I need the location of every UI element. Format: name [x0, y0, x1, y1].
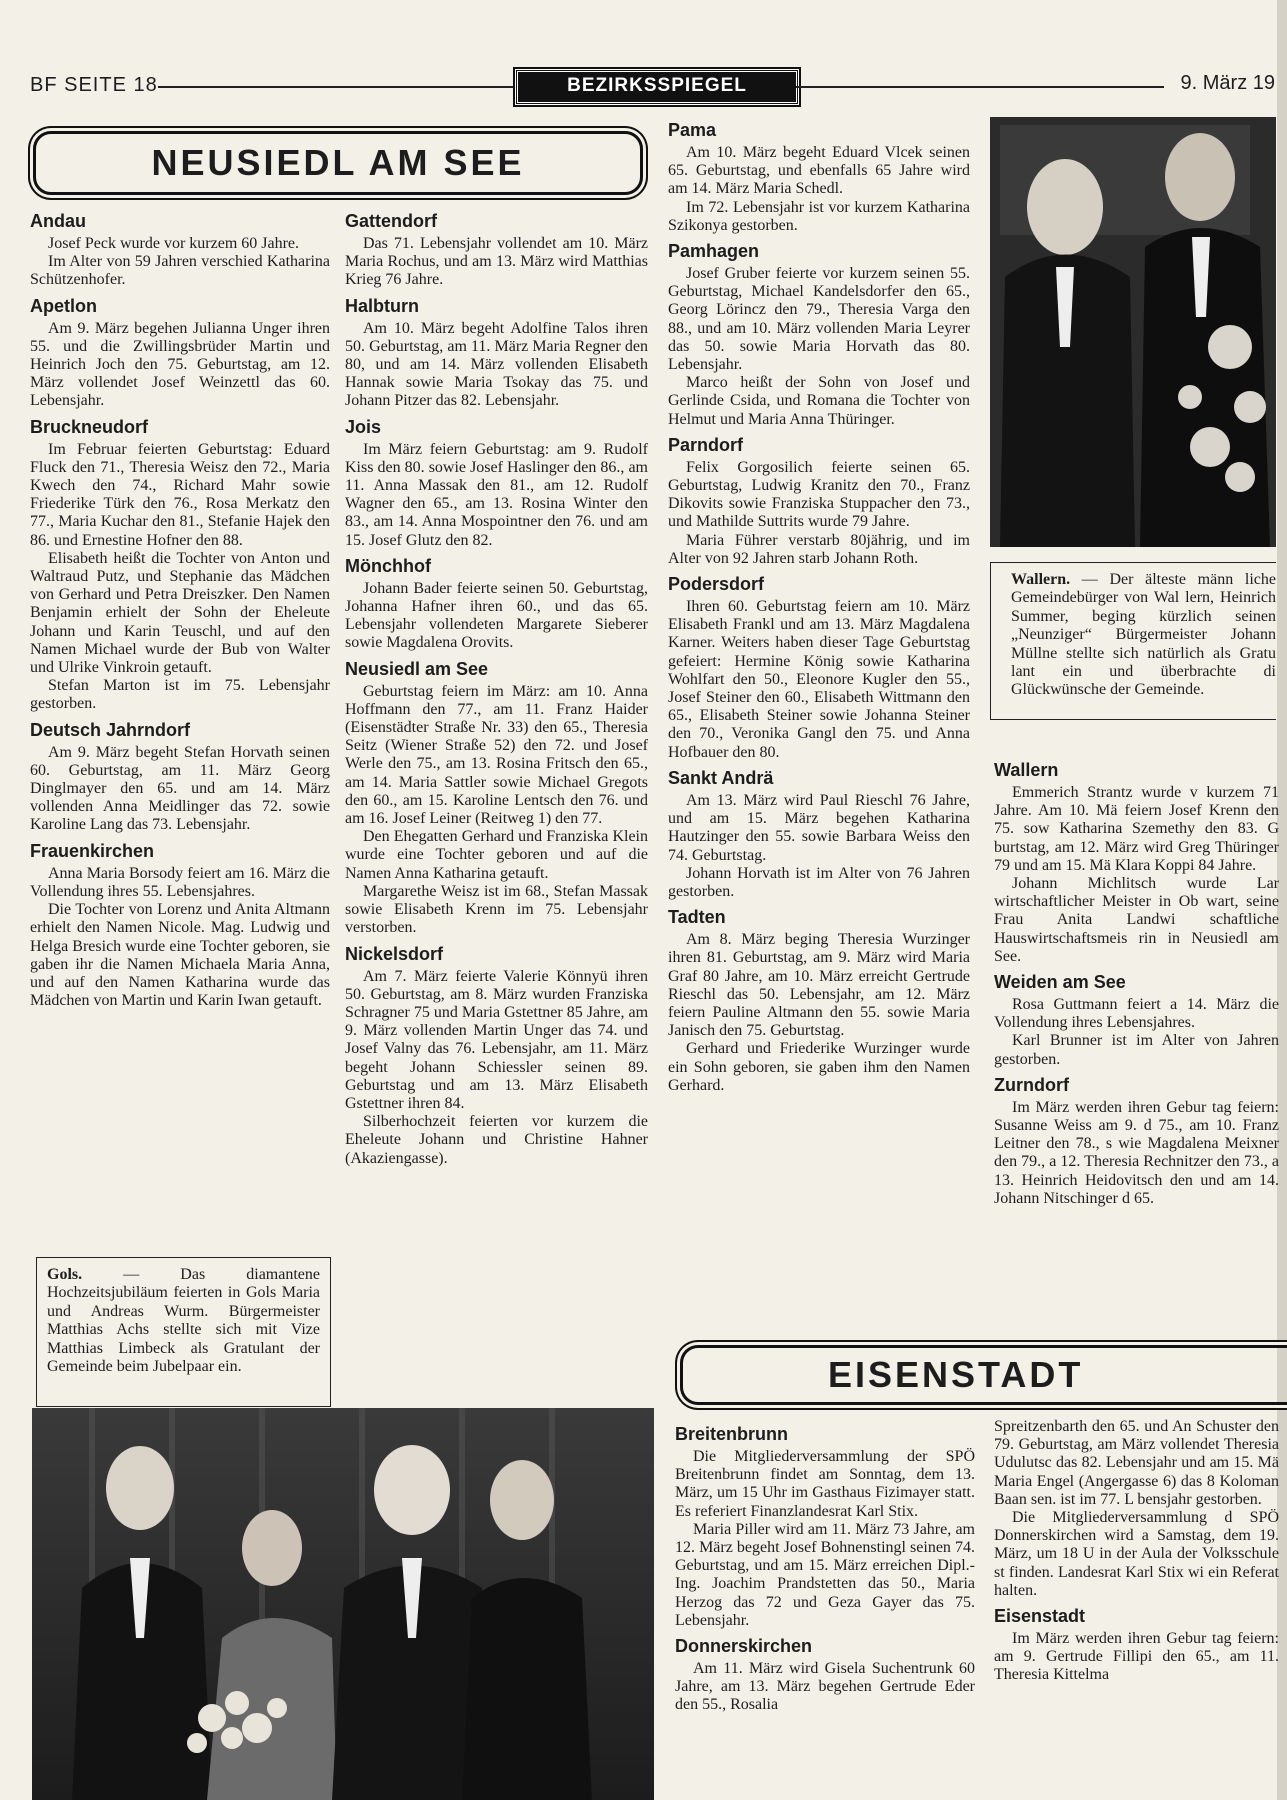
article-heading: Donnerskirchen — [675, 1636, 813, 1657]
column-1 — [30, 205, 330, 1010]
article-heading: Apetlon — [30, 295, 97, 316]
section-title-2: EISENSTADT — [828, 1354, 1084, 1395]
article-paragraph: Spreitzenbarth den 65. und An Schuster den 79. Geburtstag, am März vollendet Theresia Udulutsc das 82. Lebensjahr und am 15. Mä Maria Engel (Angergasse 6) das 8 Koloman Baan sen. ist im 77. L bensjahr gestorben. — [994, 1418, 1279, 1508]
article-paragraph: Rosa Guttmann feiert a 14. März die Vollendung ihres Lebensjahres. — [994, 996, 1279, 1032]
article-paragraph: Anna Maria Borsody feiert am 16. März die Vollendung ihres 55. Lebensjahres. — [30, 864, 330, 900]
article-paragraph: Im März werden ihren Gebur tag feiern: am 9. Gertrude Fillipi den 65., am 11. Theresia Kittelma — [994, 1630, 1279, 1684]
section-title-box — [33, 131, 643, 195]
article-paragraph: Emmerich Strantz wurde v kurzem 71 Jahre. Am 10. Mä feiern Josef Krenn den 75. sow Katharina Szemethy den 83. G burtstag, am 12. März wird Greg Thüringer 79 und am 15. Mä Klara Koppi 84 Jahre. — [994, 784, 1279, 874]
article-paragraph: Die Mitgliederversammlung der SPÖ Breitenbrunn findet am Sonntag, dem 13. März, um 15 Uhr im Gasthaus Fizimayer statt. Es referiert Finanzlandesrat Karl Stix. — [675, 1448, 975, 1520]
article-heading: Deutsch Jahrndorf — [30, 719, 191, 740]
article-heading: Sankt Andrä — [668, 767, 774, 788]
column-6 — [994, 1418, 1279, 1685]
article-heading: Zurndorf — [994, 1074, 1069, 1095]
article-paragraph: Johann Horvath ist im Alter von 76 Jahren gestorben. — [668, 864, 970, 900]
article-paragraph: Im Februar feierten Geburtstag: Eduard Fluck den 71., Theresia Weisz den 72., Maria Kwech den 74., Richard Mahr sowie Friederike Türk den 76., Rosa Merkatz den 77., Maria Kuchar den 81., Stefanie Hajek den 86. und Ernestine Hofner den 88. — [30, 440, 330, 549]
article-paragraph: Ihren 60. Geburtstag feiern am 10. März Elisabeth Frankl und am 13. März Magdalena Karner. Weiters haben dieser Tage Geburtstag gefeiert: Hermine König sowie Katharina Wohlfart den 50., Eleonore Kugler den 55., Josef Steiner den 60., Elisabeth Wittmann den 65., Elisabeth Steiner sowie Johanna Steiner den 70., Veronika Gangl den 75. und Anna Hofbauer den 80. — [668, 598, 970, 761]
gols-photo — [32, 1408, 654, 1800]
article-paragraph: Marco heißt der Sohn von Josef und Gerlinde Csida, und Romana die Tochter von Helmut und Maria Anna Thüringer. — [668, 374, 970, 428]
header-rule-right — [796, 86, 1164, 88]
header-rule-left — [158, 86, 513, 88]
article-paragraph: Die Mitgliederversammlung d SPÖ Donnerskirchen wird a Samstag, dem 19. März, um 18 U in der Aula der Volksschule st finden. Landesrat Karl Stix wi ein Referat halten. — [994, 1509, 1279, 1599]
article-paragraph: Silberhochzeit feierten vor kurzem die Eheleute Johann und Christine Hahner (Akaziengasse). — [345, 1113, 648, 1167]
article-paragraph: Am 10. März begeht Eduard Vlcek seinen 65. Geburtstag, und ebenfalls 65 Jahre wird am 14. März Maria Schedl. — [668, 144, 970, 198]
article-paragraph: Josef Gruber feierte vor kurzem seinen 55. Geburtstag, Michael Kandelsdorfer den 65., Georg Lörincz den 79., Theresia Varga den 88., und am 10. März vollenden Maria Leyrer das 50. sowie Maria Horvath das 80. Lebensjahr. — [668, 265, 970, 374]
wallern-photo — [990, 117, 1276, 547]
gols-photo-image — [32, 1408, 654, 1800]
wallern-caption — [990, 562, 1276, 720]
article-paragraph: Felix Gorgosilich feierte seinen 65. Geburtstag, Ludwig Kranitz den 70., Franz Dikovits sowie Franziska Stuppacher den 73., und Mathilde Suttrits wurde 79 Jahre. — [668, 458, 970, 531]
article-paragraph: Geburtstag feiern im März: am 10. Anna Hoffmann den 77., am 11. Franz Haider (Eisenstädter Straße Nr. 33) den 65., Theresia Seitz (Wiener Straße 52) den 72. und Josef Werle den 75., am 13. Rosina Fritsch den 65., am 14. Maria Sattler sowie Michael Gregots den 60., am 15. Karoline Lentsch den 76. und am 16. Josef Leiner (Reitweg 1) den 77. — [345, 682, 648, 828]
article-paragraph: Am 8. März beging Theresia Wurzinger ihren 81. Geburtstag, am 9. März wird Maria Graf 80 Jahre, am 10. März erreicht Gertrude Rieschl das 50. Lebensjahr, am 12. März feiern Pauline Altmann den 55. sowie Maria Janisch den 75. Geburtstag. — [668, 931, 970, 1040]
article-paragraph: Am 7. März feierte Valerie Könnyü ihren 50. Geburtstag, am 8. März wurden Franziska Schragner 75 und Maria Gstettner 85 Jahre, am 9. März vollenden Martin Unger das 74. und Josef Valny das 76. Lebensjahr, am 11. März begeht Johann Schiessler seinen 89. Geburtstag und am 13. März Elisabeth Gstettner ihren 84. — [345, 967, 649, 1112]
article-paragraph: Margarethe Weisz ist im 68., Stefan Massak sowie Elisabeth Krenn im 75. Lebensjahr verstorben. — [345, 882, 648, 937]
article-paragraph: Am 10. März begeht Adolfine Talos ihren 50. Geburtstag, am 11. März Maria Regner den 80, und am 14. März vollenden Elisabeth Hannak sowie Maria Tsokay das 75. und Johann Pitzer das 82. Lebensjahr. — [345, 319, 648, 410]
article-heading: Parndorf — [668, 434, 744, 455]
article-heading: Pamhagen — [668, 241, 760, 262]
section-title-box-2 — [680, 1345, 1287, 1405]
article-paragraph: Johann Bader feierte seinen 50. Geburtstag, Johanna Hafner ihren 60., und das 65. Lebensjahr vollendeten Margarete Sieberer sowie Magdalena Orovits. — [345, 579, 648, 652]
column-3 — [668, 114, 970, 1095]
article-heading: Mönchhof — [345, 555, 431, 576]
wallern-caption-lead: Wallern. — [1011, 571, 1071, 588]
article-heading: Nickelsdorf — [345, 943, 444, 964]
page-number: BF SEITE 18 — [30, 74, 158, 96]
article-paragraph: Gerhard und Friederike Wurzinger wurde ein Sohn geboren, sie gaben ihm den Namen Gerhard. — [668, 1040, 970, 1094]
section-badge: BEZIRKSSPIEGEL — [515, 69, 799, 105]
gols-caption-lead: Gols. — [47, 1266, 83, 1283]
article-paragraph: Im März feiern Geburtstag: am 9. Rudolf Kiss den 80. sowie Josef Haslinger den 86., am 11. Anna Massak den 81., am 12. Rudolf Wagner den 65., am 13. Rosina Winter den 83., am 14. Anna Mospointner den 76. und am 15. Josef Glutz den 82. — [345, 440, 648, 549]
issue-date: 9. März 19 — [1180, 72, 1275, 94]
column-5 — [675, 1418, 975, 1715]
article-heading: Breitenbrunn — [675, 1424, 789, 1444]
column-2 — [345, 205, 648, 1168]
article-paragraph: Maria Piller wird am 11. März 73 Jahre, am 12. März begeht Josef Bohnenstingl seinen 74. Geburtstag, und am 15. März erreichen Dipl.-Ing. Joachim Prandstetten das 50., Maria Herzog das 72 und Geza Gayer das 75. Lebensjahr. — [675, 1520, 975, 1629]
article-paragraph: Karl Brunner ist im Alter von Jahren gestorben. — [994, 1032, 1279, 1068]
article-paragraph: Am 9. März begehen Julianna Unger ihren 55. und die Zwillingsbrüder Martin und Heinrich Joch den 75. Geburtstag, am 12. März vollendet Josef Weinzettl das 60. Lebensjahr. — [30, 319, 330, 410]
article-heading: Wallern — [994, 760, 1059, 780]
article-paragraph: Josef Peck wurde vor kurzem 60 Jahre. — [48, 235, 300, 252]
article-paragraph: Johann Michlitsch wurde Lar wirtschaftlicher Meister in Ob wart, seine Frau Anita Landwi schaftliche Hauswirtschaftsmeis rin in Neusiedl am See. — [994, 875, 1279, 965]
article-paragraph: Im Alter von 59 Jahren verschied Katharina Schützenhofer. — [30, 253, 330, 289]
wallern-caption-text: — Der älteste männ liche Gemeindebürger von Wal lern, Heinrich Summer, beging kürzlich seinen „Neunziger“ Bürgermeister Johann Müllne stellte sich natürlich als Gratu lant ein und überbrachte di Glückwünsche der Gemeinde. — [1011, 571, 1276, 699]
article-paragraph: Den Ehegatten Gerhard und Franziska Klein wurde eine Tochter geboren und auf die Namen Anna Katharina getauft. — [345, 828, 648, 882]
article-paragraph: Im März werden ihren Gebur tag feiern: Susanne Weiss am 9. d 75., am 10. Franz Leitner den 78., s wie Magdalena Meixner den 79., a 12. Theresia Rechnitzer den 73., a 13. Heinrich Heidovitsch den und am 14. Johann Nitschinger d 65. — [994, 1098, 1279, 1207]
article-paragraph: Die Tochter von Lorenz und Anita Altmann erhielt den Namen Nicole. Mag. Ludwig und Helga Bresich wurde eine Tochter geboren, sie gaben ihr die Namen Michaela Maria Anna, und auf den Namen Katharina wurde das Mädchen von Martin und Karin Iwan getauft. — [30, 901, 330, 1010]
article-paragraph: Am 9. März begeht Stefan Horvath seinen 60. Geburtstag, am 11. März Georg Dinglmayer den 65. und am 14. März vollenden Anna Meidlinger das 72. sowie Karoline Lang das 73. Lebensjahr. — [30, 743, 330, 834]
article-paragraph: Maria Führer verstarb 80jährig, und im Alter von 92 Jahren starb Johann Roth. — [668, 531, 970, 567]
article-heading: Podersdorf — [668, 574, 765, 595]
gols-caption — [36, 1257, 331, 1407]
article-heading: Eisenstadt — [994, 1606, 1086, 1627]
article-heading: Pama — [668, 120, 717, 140]
column-4 — [994, 754, 1279, 1208]
article-heading: Frauenkirchen — [30, 840, 155, 861]
section-title: NEUSIEDL AM SEE — [151, 142, 525, 183]
article-heading: Bruckneudorf — [30, 416, 149, 437]
article-heading: Gattendorf — [345, 211, 437, 231]
article-paragraph: Das 71. Lebensjahr vollendet am 10. März Maria Rochus, und am 13. März wird Matthias Krieg 76 Jahre. — [345, 235, 648, 289]
article-heading: Jois — [345, 416, 382, 437]
article-paragraph: Am 11. März wird Gisela Suchentrunk 60 Jahre, am 13. März begehen Gertrude Eder den 55., Rosalia — [675, 1660, 975, 1714]
article-heading: Andau — [30, 211, 86, 231]
article-paragraph: Stefan Marton ist im 75. Lebensjahr gestorben. — [30, 677, 330, 713]
article-heading: Weiden am See — [994, 972, 1126, 993]
article-heading: Neusiedl am See — [345, 658, 489, 679]
article-paragraph: Elisabeth heißt die Tochter von Anton und Waltraud Putz, und Stephanie das Mädchen von Gerhard und Petra Dreiszker. Den Namen Benjamin erhielt der Sohn der Eheleute Johann und Karin Teuschl, und auf den Namen Michael wurde der Bub von Walter und Ulrike Vinkroin getauft. — [30, 549, 330, 677]
article-paragraph: Im 72. Lebensjahr ist vor kurzem Katharina Szikonya gestorben. — [668, 198, 970, 234]
article-heading: Halbturn — [345, 295, 419, 316]
article-heading: Tadten — [668, 907, 726, 928]
wallern-photo-image — [990, 117, 1276, 547]
article-paragraph: Am 13. März wird Paul Rieschl 76 Jahre, und am 15. März begehen Katharina Hautzinger den 55. sowie Barbara Weiss den 74. Geburtstag. — [668, 791, 970, 864]
gols-caption-text: — Das diamantene Hochzeitsjubiläum feierten in Gols Maria und Andreas Wurm. Bürgermeister Matthias Achs stellte sich mit Vize Matthias Limbeck als Gratulant der Gemeinde beim Jubelpaar ein. — [47, 1266, 320, 1376]
